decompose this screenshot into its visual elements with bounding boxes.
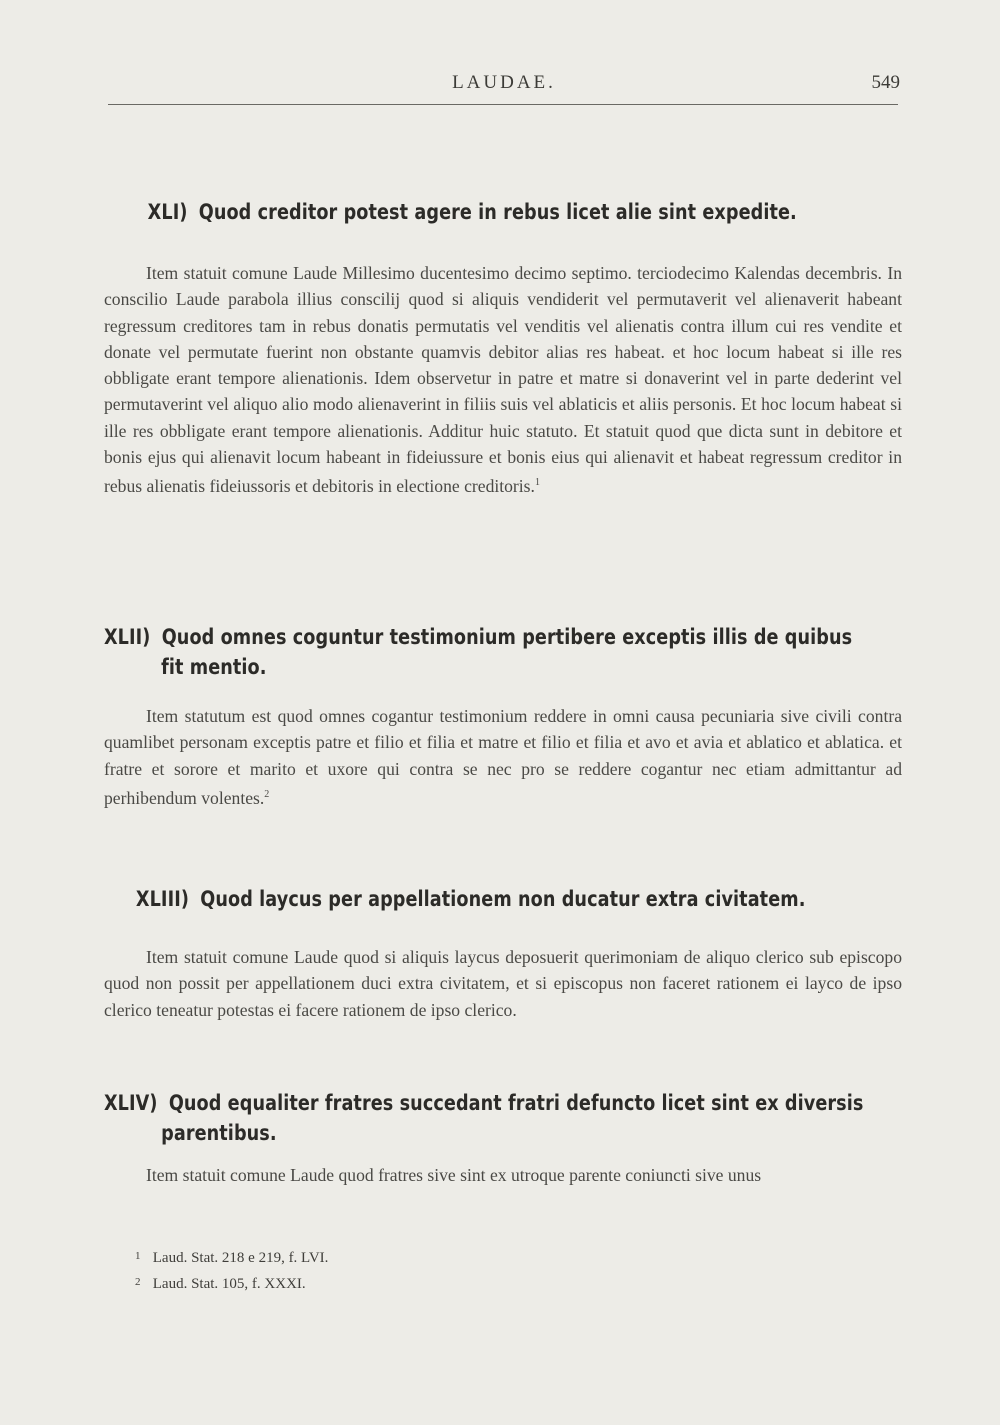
section-title-continuation: parentibus. [161, 1121, 277, 1145]
running-title: LAUDAE. [452, 72, 556, 93]
section-xliv [104, 1088, 902, 1188]
section-body [104, 703, 902, 811]
footnote-reference: 1 [534, 477, 540, 489]
footnote-text: Laud. Stat. 218 e 219, f. LVI. [152, 1250, 329, 1266]
section-body [104, 1162, 902, 1188]
section-xli [104, 197, 902, 500]
page-number: 549 [871, 72, 900, 93]
section-number: XLIII) [135, 887, 190, 911]
section-title-continuation: fit mentio. [161, 655, 267, 679]
section-number: XLIV) [104, 1091, 158, 1115]
footnote-mark: 2 [135, 1276, 141, 1288]
section-title: Quod laycus per appellationem non ducatur extra civitatem. [200, 887, 806, 911]
footnotes [135, 1244, 635, 1296]
section-number: XLII) [104, 625, 151, 649]
section-xlii [104, 622, 902, 811]
section-heading [104, 197, 945, 227]
section-text: Item statuit comune Laude quod fratres sive sint ex utroque parente coniuncti sive unus [146, 1165, 762, 1185]
section-title: Quod equaliter fratres succedant fratri defuncto licet sint ex diversis [168, 1091, 864, 1115]
footnote-mark: 1 [135, 1250, 141, 1262]
section-body [104, 944, 902, 1023]
footnote [135, 1270, 635, 1296]
section-title: Quod creditor potest agere in rebus licet alie sint expedite. [198, 200, 797, 224]
section-text: Item statuit comune Laude quod si aliquis laycus deposuerit querimoniam de aliquo clerico sub episcopo quod non possit per appellationem duci extra civitatem, et si episcopus non faceret rationem ei layco de ipso clerico teneatur potestas ei facere rationem de ipso clerico. [104, 947, 902, 1020]
section-text: Item statutum est quod omnes cogantur testimonium reddere in omni causa pecuniaria sive civili contra quamlibet personam exceptis patre et filio et filia et matre et filio et filia et avo et avia et ablatico et ablatica. et fratre et sorore et marito et uxore qui contra se nec pro se reddere cogantur nec etiam admittantur ad perhibendum volentes. [104, 706, 902, 808]
section-heading [104, 884, 934, 914]
section-title: Quod omnes coguntur testimonium pertibere exceptis illis de quibus [161, 625, 853, 649]
footnote [135, 1244, 635, 1270]
section-body [104, 260, 902, 500]
footnote-text: Laud. Stat. 105, f. XXXI. [152, 1276, 306, 1292]
running-head [108, 72, 900, 100]
section-heading [104, 1088, 902, 1148]
section-text: Item statuit comune Laude Millesimo ducentesimo decimo septimo. terciodecimo Kalendas decembris. In conscilio Laude parabola illius conscilij quod si aliquis vendiderit vel permutaverit vel alienaverit habeant regressum creditores tam in rebus donatis permutatis vel venditis vel alienatis contra illum cui res vendite et donate vel permutate fuerint non obstante quamvis debitor alias res habeat. et hoc locum habeat si ille res obbligate erant tempore alienationis. Idem observetur in patre et matre si donaverint vel in parte dederint vel permutaverint vel aliquo alio modo alienaverint in filiis suis vel ablaticis et aliis personis. Et hoc locum habeat si ille res obbligate erant tempore alienationis. Additur huic statuto. Et statuit quod que dicta sunt in debitore et bonis ejus qui alienavit locum habeant in fideiussure et bonis eius qui alienavit et habeat regressum creditor in rebus alienatis fideiussoris et debitoris in electione creditoris. [104, 263, 902, 497]
footnote-reference: 2 [264, 788, 270, 800]
header-rule [108, 104, 898, 105]
section-heading [104, 622, 902, 682]
section-number: XLI) [147, 200, 188, 224]
section-xliii [104, 884, 902, 1023]
